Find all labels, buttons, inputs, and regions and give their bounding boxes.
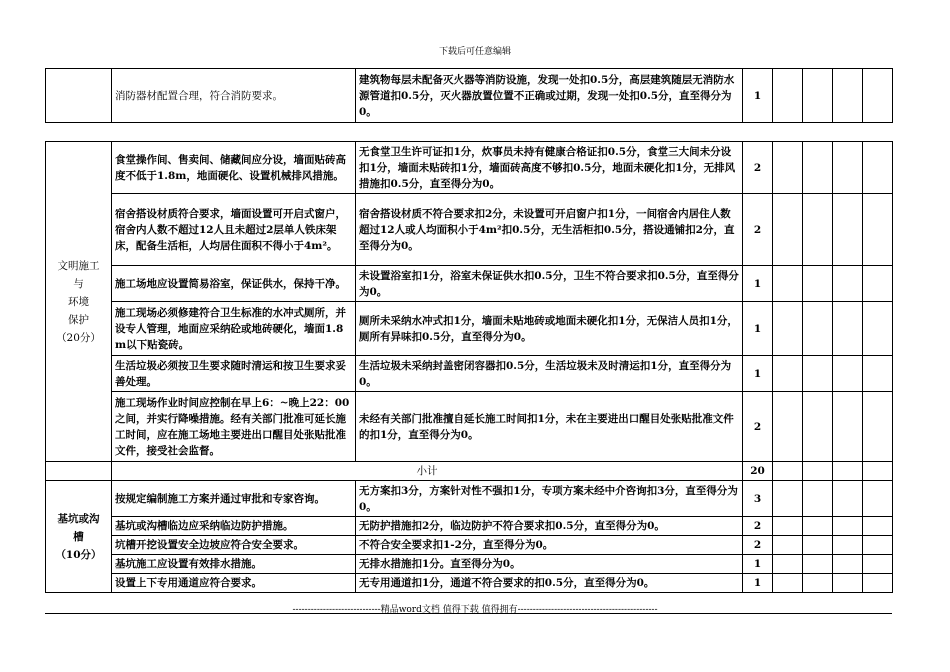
footer-text: -----------------------------精品word文档 值得下载 值得拥有---------------------------------------------- [292,605,658,615]
blank-cell [773,142,803,194]
blank-cell [863,462,893,481]
table-row [46,555,893,574]
score-cell: 2 [743,392,773,462]
blank-cell [803,462,833,481]
score-cell: 1 [743,555,773,574]
deduction-cell: 无食堂卫生许可证扣1分，炊事员未持有健康合格证扣0.5分，食堂三大间未分设扣1分，墙面未贴砖扣1分，墙面砖高度不够扣0.5分，地面未硬化扣1分，无排风措施扣0.5分，直至得分为0。 [356,142,743,194]
blank-cell [863,194,893,266]
requirement-cell: 按规定编制施工方案并通过审批和专家咨询。 [112,481,356,517]
footer-rule [45,613,892,614]
blank-cell [833,392,863,462]
blank-cell [863,481,893,517]
category-cell [46,69,112,123]
subtotal-row [46,462,893,481]
score-cell: 1 [743,356,773,392]
blank-cell [863,536,893,555]
blank-cell [773,481,803,517]
score-cell: 1 [743,266,773,302]
table-row [46,536,893,555]
blank-cell [803,356,833,392]
requirement-cell: 施工现场作业时间应控制在早上6：~晚上22：00之间，并实行降噪措施。经有关部门批准可延长施工时间，应在施工场地主要进出口醒目处张贴批准文件，接受社会监督。 [112,392,356,462]
header-note: 下载后可任意编辑 [438,47,511,57]
table-row [46,302,893,356]
blank-cell [803,69,833,123]
deduction-cell: 厕所未采纳水冲式扣1分，墙面未贴地砖或地面未硬化扣1分，无保洁人员扣1分，厕所有异味扣0.5分，直至得分为0。 [356,302,743,356]
score-cell: 2 [743,142,773,194]
requirement-cell: 宿舍搭设材质符合要求，墙面设置可开启式窗户，宿舍内人数不超过12人且未超过2层单人铁床架床，配备生活柜，人均居住面积不得小于4m²。 [112,194,356,266]
subtotal-label: 小计 [112,462,743,481]
blank-cell [833,462,863,481]
table-row [46,69,893,123]
blank-cell [833,302,863,356]
blank-cell [773,356,803,392]
blank-cell [773,517,803,536]
blank-cell [803,392,833,462]
deduction-cell: 生活垃圾未采纳封盖密闭容器扣0.5分，生活垃圾未及时清运扣1分，直至得分为0。 [356,356,743,392]
blank-cell [833,266,863,302]
blank-cell [773,302,803,356]
blank-cell [773,462,803,481]
requirement-cell: 坑槽开挖设置安全边坡应符合安全要求。 [112,536,356,555]
blank-cell [863,142,893,194]
blank-cell [803,194,833,266]
deduction-cell: 建筑物每层未配备灭火器等消防设施，发现一处扣0.5分，高层建筑随层无消防水源管道扣0.5分，灭火器放置位置不正确或过期，发现一处扣0.5分，直至得分为0。 [356,69,743,123]
blank-cell [863,302,893,356]
blank-cell [773,69,803,123]
blank-cell [863,574,893,593]
blank-cell [803,302,833,356]
score-cell: 1 [743,302,773,356]
score-cell: 2 [743,517,773,536]
blank-cell [773,266,803,302]
table-row [46,142,893,194]
blank-cell [863,555,893,574]
requirement-cell: 设置上下专用通道应符合要求。 [112,574,356,593]
blank-cell [803,481,833,517]
blank-cell [803,517,833,536]
blank-cell [773,555,803,574]
score-cell: 1 [743,574,773,593]
table-row [46,517,893,536]
blank-cell [833,536,863,555]
blank-cell [773,194,803,266]
deduction-cell: 未经有关部门批准擅自延长施工时间扣1分，未在主要进出口醒目处张贴批准文件的扣1分，直至得分为0。 [356,392,743,462]
deduction-cell: 无专用通道扣1分，通道不符合要求的扣0.5分，直至得分为0。 [356,574,743,593]
blank-cell [833,517,863,536]
score-cell: 3 [743,481,773,517]
blank-cell [833,142,863,194]
deduction-cell: 无方案扣3分，方案针对性不强扣1分，专项方案未经中介咨询扣3分，直至得分为0。 [356,481,743,517]
blank-cell [803,574,833,593]
blank-cell [833,194,863,266]
score-cell: 2 [743,194,773,266]
deduction-cell: 不符合安全要求扣1-2分，直至得分为0。 [356,536,743,555]
blank-cell [863,392,893,462]
blank-cell [863,517,893,536]
requirement-cell: 施工场地应设置简易浴室，保证供水，保持干净。 [112,266,356,302]
requirement-cell: 基坑施工应设置有效排水措施。 [112,555,356,574]
blank-cell [803,536,833,555]
blank-cell [803,555,833,574]
category-cell-env: 文明施工 与 环境 保护 （20分） [46,142,112,462]
blank-cell [833,555,863,574]
deduction-cell: 宿舍搭设材质不符合要求扣2分，未设置可开启窗户扣1分，一间宿舍内居住人数超过12人或人均面积小于4m²扣0.5分，无生活柜扣0.5分，搭设通铺扣2分，直至得分为0。 [356,194,743,266]
subtotal-value: 20 [743,462,773,481]
blank-cell [773,392,803,462]
blank-cell [773,574,803,593]
requirement-cell: 食堂操作间、售卖间、储藏间应分设，墙面贴砖高度不低于1.8m，地面硬化、设置机械排风措施。 [112,142,356,194]
blank-cell [803,266,833,302]
score-cell: 2 [743,536,773,555]
category-cell-pit: 基坑或沟 槽 （10分） [46,481,112,593]
blank-cell [833,481,863,517]
requirement-cell: 施工现场必须修建符合卫生标准的水冲式厕所，并设专人管理，地面应采纳砼或地砖硬化，墙面1.8m以下贴瓷砖。 [112,302,356,356]
table-row [46,574,893,593]
deduction-cell: 未设置浴室扣1分，浴室未保证供水扣0.5分，卫生不符合要求扣0.5分，直至得分为0。 [356,266,743,302]
table-row [46,194,893,266]
table-row [46,392,893,462]
blank-cell [833,69,863,123]
table-row [46,481,893,517]
deduction-cell: 无防护措施扣2分，临边防护不符合要求扣0.5分，直至得分为0。 [356,517,743,536]
blank-cell [833,356,863,392]
blank-cell [863,356,893,392]
blank-cell [803,142,833,194]
fire-equipment-table [45,68,893,123]
requirement-cell: 生活垃圾必须按卫生要求随时清运和按卫生要求妥善处理。 [112,356,356,392]
deduction-cell: 无排水措施扣1分。直至得分为0。 [356,555,743,574]
blank-cell [863,69,893,123]
blank-cell [833,574,863,593]
requirement-cell: 消防器材配置合理，符合消防要求。 [112,69,356,123]
table-row [46,356,893,392]
blank-cell [863,266,893,302]
blank-cell [773,536,803,555]
table-row [46,266,893,302]
score-cell: 1 [743,69,773,123]
requirement-cell: 基坑或沟槽临边应采纳临边防护措施。 [112,517,356,536]
blank-cell [46,462,112,481]
inspection-table [45,141,893,593]
